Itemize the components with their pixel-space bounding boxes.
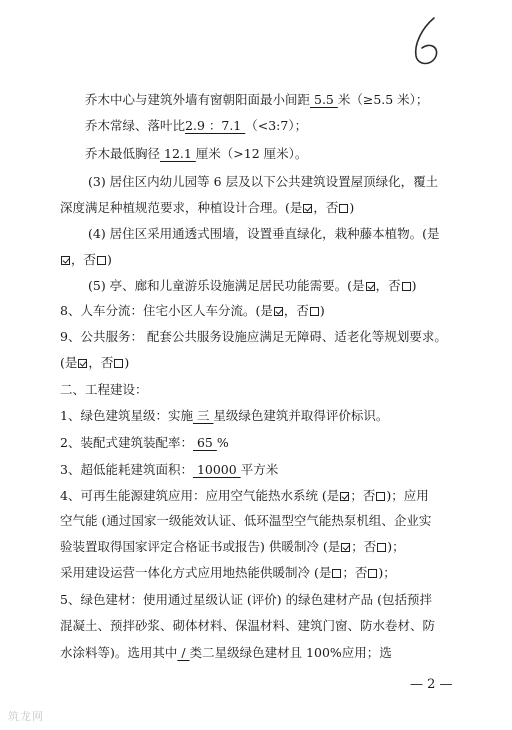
text-line: [60, 592, 490, 608]
text-segment: (4) 居住区采用通透式围墙，设置垂直绿化，栽种藤本植物。(是: [88, 226, 440, 241]
text-line: [88, 278, 512, 294]
text-line: [60, 513, 490, 529]
text-segment: 乔木中心与建筑外墙有窗朝阳面最小间距: [85, 92, 311, 107]
unchecked-box-icon: [376, 492, 385, 501]
text-segment: (是: [60, 355, 78, 370]
text-segment: 厘米（>12 厘米）。: [195, 146, 308, 161]
unchecked-box-icon: [97, 256, 106, 265]
text-line: [60, 252, 490, 268]
text-segment: 4、可再生能源建筑应用：应用空气能热水系统 (是: [60, 488, 340, 503]
text-segment: )；: [387, 539, 405, 554]
text-segment: 二、工程建设：: [60, 382, 148, 397]
text-line: [60, 488, 490, 504]
filled-value: 5.5: [310, 92, 338, 107]
text-segment: ；否: [351, 539, 377, 554]
text-segment: (5) 亭、廊和儿童游乐设施满足居民功能需要。(是: [88, 278, 365, 293]
text-segment: (3) 居住区内幼儿园等 6 层及以下公共建筑设置屋顶绿化，覆土: [88, 174, 439, 189]
checked-box-icon: [341, 543, 350, 552]
checked-box-icon: [78, 359, 87, 368]
text-line: [60, 462, 490, 478]
text-segment: %: [216, 435, 229, 450]
text-segment: 混凝土、预拌砂浆、砌体材料、保温材料、建筑门窗、防水卷材、防: [60, 618, 436, 633]
filled-value: 三: [192, 408, 214, 423]
unchecked-box-icon: [310, 307, 319, 316]
text-line: [60, 645, 490, 661]
text-segment: ；否: [350, 488, 376, 503]
text-segment: 采用建设运营一体化方式应用地热能供暖制冷 (是: [60, 565, 332, 580]
text-segment: 星级绿色建筑并取得评价标识。: [213, 408, 389, 423]
text-segment: ，否: [283, 303, 309, 318]
checked-box-icon: [303, 204, 312, 213]
text-segment: 9、公共服务： 配套公共服务设施应满足无障碍、适老化等规划要求。: [60, 329, 447, 344]
text-segment: 验装置取得国家评定合格证书或报告) 供暖制冷 (是: [60, 539, 341, 554]
unchecked-box-icon: [377, 543, 386, 552]
text-line: [60, 303, 490, 319]
text-segment: ，否: [375, 278, 401, 293]
text-segment: )；: [378, 565, 396, 580]
page-number: — 2 —: [410, 677, 453, 692]
text-segment: ，否: [88, 355, 114, 370]
text-segment: 空气能 (通过国家一级能效认证、低环温型空气能热泵机组、企业实: [60, 513, 432, 528]
text-line: [60, 618, 490, 634]
text-segment: 乔木最低胸径: [85, 146, 161, 161]
text-segment: 3、超低能耗建筑面积：: [60, 462, 193, 477]
unchecked-box-icon: [339, 204, 348, 213]
unchecked-box-icon: [114, 359, 123, 368]
text-segment: 乔木常绿、落叶比: [85, 118, 186, 133]
checked-box-icon: [366, 282, 375, 291]
filled-value: 2.9 ：7.1: [185, 118, 246, 133]
text-segment: ，否: [71, 252, 97, 267]
unchecked-box-icon: [402, 282, 411, 291]
text-line: [60, 435, 490, 451]
text-line: [60, 408, 490, 424]
text-line: [60, 382, 490, 398]
text-line: [85, 146, 512, 162]
text-segment: 1、绿色建筑星级：实施: [60, 408, 193, 423]
text-line: [60, 565, 490, 581]
filled-value: 12.1: [160, 146, 196, 161]
checked-box-icon: [340, 492, 349, 501]
text-segment: 水涂料等)。选用其中: [60, 645, 178, 660]
text-segment: ): [411, 278, 417, 293]
text-line: [60, 539, 490, 555]
checked-box-icon: [274, 307, 283, 316]
text-segment: 2、装配式建筑装配率：: [60, 435, 193, 450]
text-segment: )；应用: [386, 488, 429, 503]
text-line: [88, 226, 512, 242]
text-line: [60, 200, 490, 216]
filled-value: /: [177, 645, 190, 660]
filled-value: 10000: [192, 462, 241, 477]
checked-box-icon: [61, 256, 70, 265]
text-segment: 深度满足种植规范要求，种植设计合理。(是: [60, 200, 303, 215]
text-segment: ): [319, 303, 325, 318]
handwritten-number-6: [400, 14, 460, 70]
text-segment: ): [124, 355, 130, 370]
text-segment: ): [107, 252, 112, 267]
text-segment: 5、绿色建材：使用通过星级认证 (评价) 的绿色建材产品 (包括预拌: [60, 592, 433, 607]
text-line: [60, 355, 490, 371]
text-line: [85, 118, 512, 134]
text-segment: （<3:7）；: [245, 118, 308, 133]
filled-value: 65: [192, 435, 217, 450]
text-line: [60, 329, 490, 345]
text-segment: ；否: [342, 565, 368, 580]
text-segment: ，否: [313, 200, 339, 215]
unchecked-box-icon: [368, 569, 377, 578]
text-segment: 米（≥5.5 米）；: [337, 92, 429, 107]
text-segment: 8、人车分流：住宅小区人车分流。(是: [60, 303, 273, 318]
watermark: 筑龙网: [8, 710, 44, 723]
text-segment: 平方米: [240, 462, 279, 477]
text-line: [88, 174, 512, 190]
text-segment: 类二星级绿色建材且 100%应用；选: [189, 645, 392, 660]
text-segment: ): [349, 200, 355, 215]
text-line: [85, 92, 512, 108]
unchecked-box-icon: [332, 569, 341, 578]
